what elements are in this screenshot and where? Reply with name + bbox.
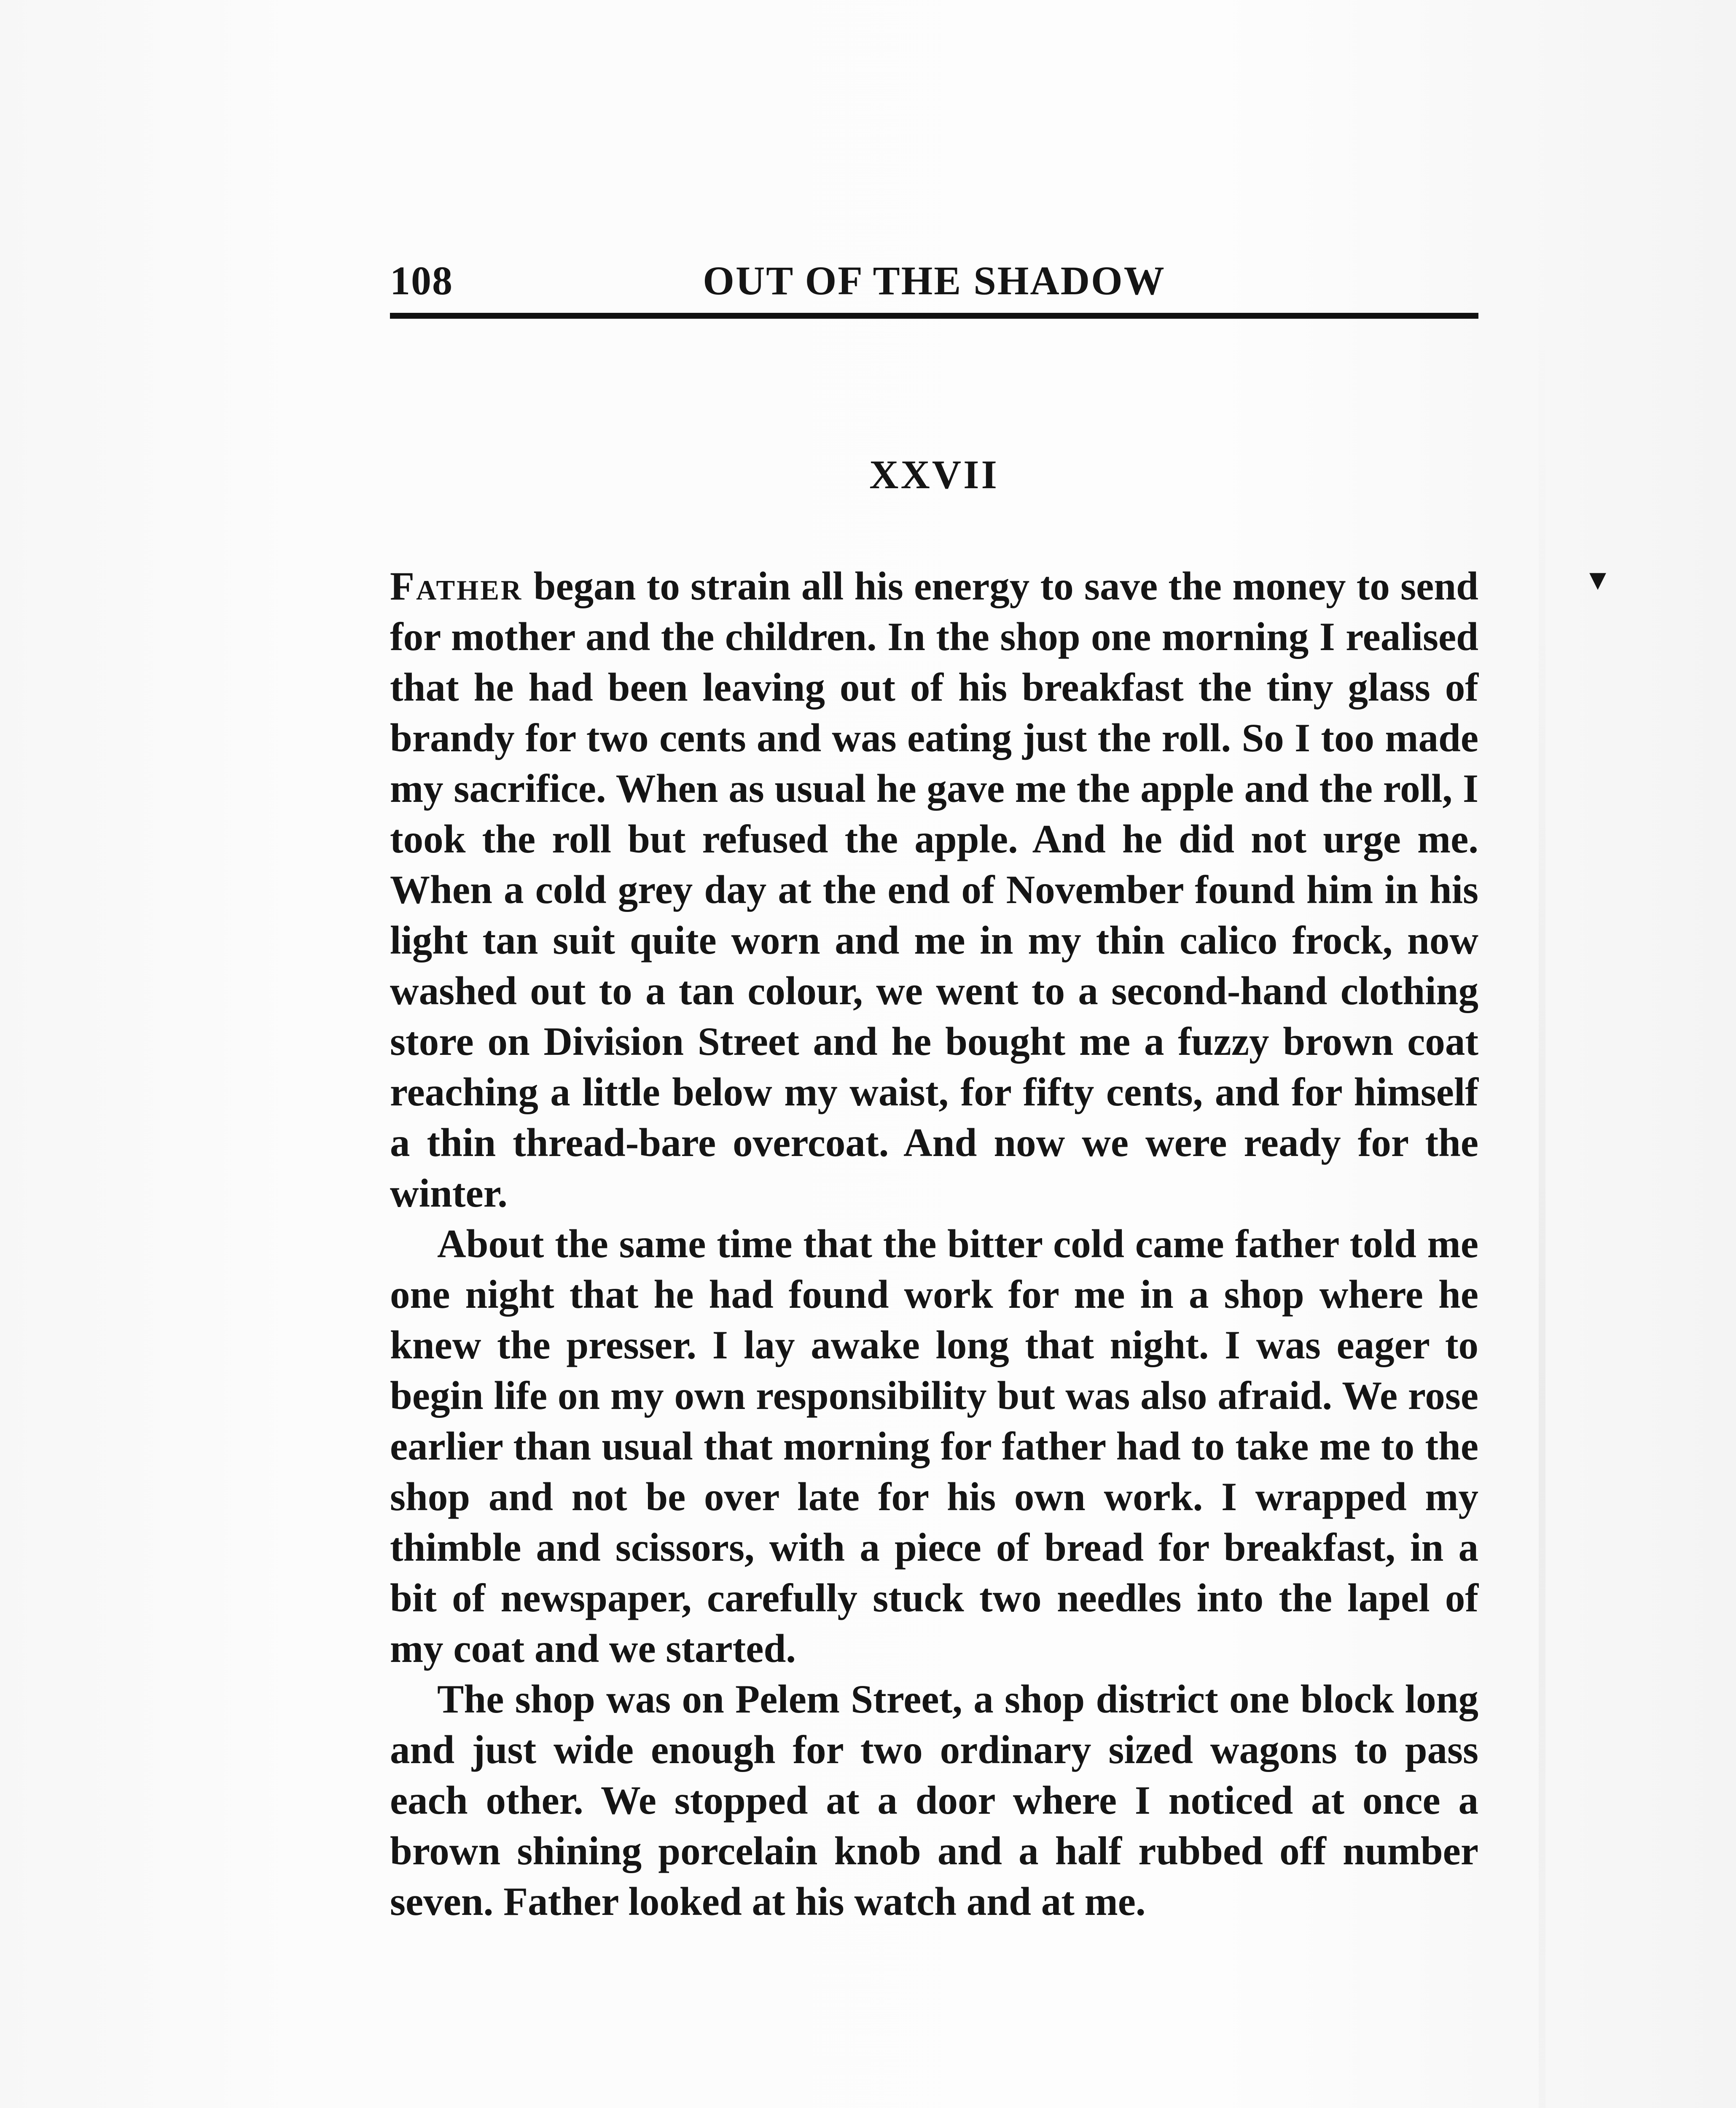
body-text — [390, 561, 1478, 1927]
paragraph-1-text: began to strain all his energy to save the money to send for mother and the children. In the shop one morning I realised that he had been leaving out of his breakfast the tiny glass of brandy for two cents and was eating just the roll. So I too made my sacrifice. When as usual he gave me the apple and the roll, I took the roll but refused the apple. And he did not urge me. When a cold grey day at the end of November found him in his light tan suit quite worn and me in my thin calico frock, now washed out to a tan colour, we went to a second-hand clothing store on Division Street and he bought me a fuzzy brown coat reaching a little below my waist, for fifty cents, and for himself a thin thread-bare overcoat. And now we were ready for the winter. — [390, 564, 1478, 1215]
chapter-number: XXVII — [869, 452, 999, 497]
header-rule — [390, 313, 1478, 319]
bleed-through-shadow — [1539, 295, 1545, 2108]
page-header — [390, 257, 1478, 308]
page-number: 108 — [390, 258, 453, 303]
running-head: OUT OF THE SHADOW — [703, 258, 1166, 303]
paragraph-2: About the same time that the bitter cold came father told me one night that he had found work for me in a shop where he knew the presser. I lay awake long that night. I was eager to begin life on my own responsibility but was also afraid. We rose earlier than usual that morning for father had to take me to the shop and not be over late for his own work. I wrapped my thimble and scissors, with a piece of bread for breakfast, in a bit of newspaper, carefully stuck two needles into the lapel of my coat and we started. — [390, 1221, 1478, 1671]
paragraph-1 — [390, 561, 1478, 1218]
paragraph-3: The shop was on Pelem Street, a shop district one block long and just wide enough for two ordinary sized wagons to pass each other. We stopped at a door where I noticed at once a brown shining porcelain knob and a half rubbed off number seven. Father looked at his watch and at me. — [390, 1677, 1478, 1924]
margin-mark-icon: ▾ — [1589, 561, 1607, 598]
opening-word: Father — [390, 564, 523, 608]
